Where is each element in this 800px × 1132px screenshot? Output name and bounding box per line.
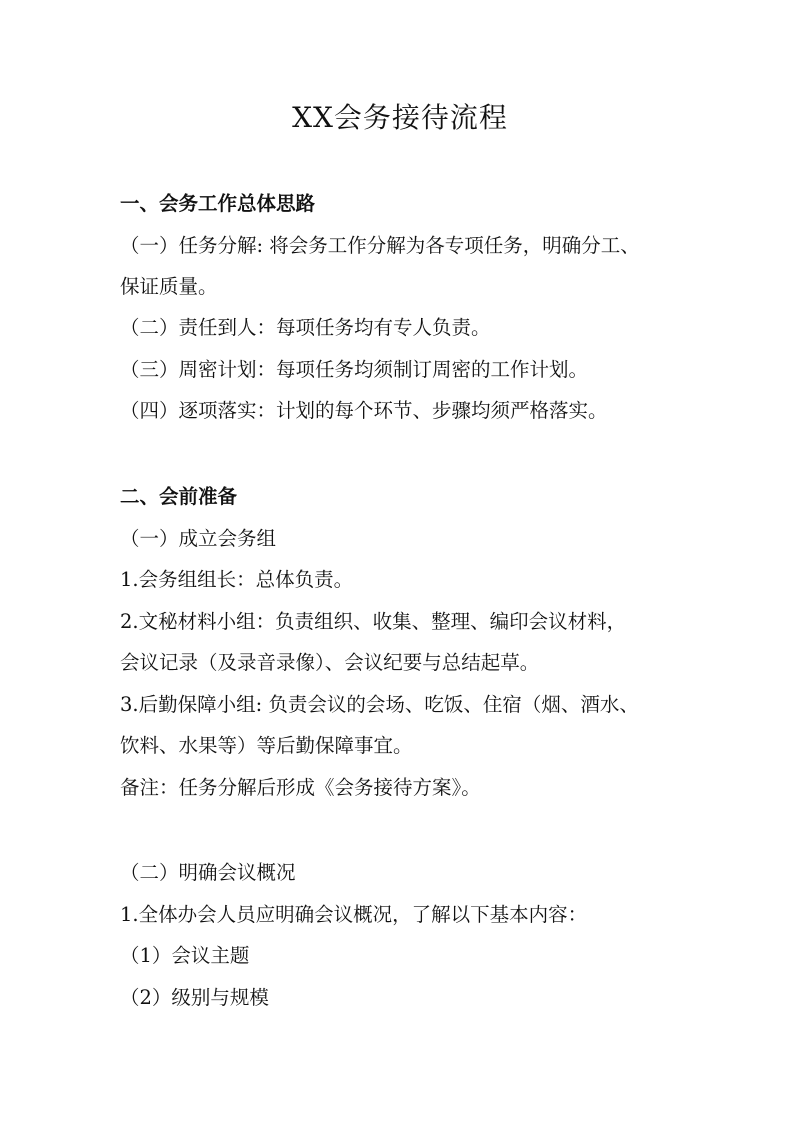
item-meeting-theme: （1）会议主题 <box>120 944 250 967</box>
note-reception-plan: 备注：任务分解后形成《会务接待方案》。 <box>120 776 481 799</box>
point-group-leader: 1.会务组组长：总体负责。 <box>120 568 354 591</box>
point-staff-awareness: 1.全体办会人员应明确会议概况，了解以下基本内容： <box>120 903 588 926</box>
item-level-and-scale: （2）级别与规模 <box>120 986 269 1009</box>
item-responsibility: （二）责任到人：每项任务均有专人负责。 <box>120 316 491 339</box>
section-heading-preparation: 二、会前准备 <box>120 485 238 508</box>
item-implementation: （四）逐项落实：计划的每个环节、步骤均须严格落实。 <box>120 399 608 422</box>
point-logistics-line1: 3.后勤保障小组: 负责会议的会场、吃饭、住宿（烟、酒水、 <box>120 693 639 716</box>
subsection-meeting-overview: （二）明确会议概况 <box>120 861 296 884</box>
document-title: XX会务接待流程 <box>292 101 508 134</box>
subsection-form-group: （一）成立会务组 <box>120 527 277 550</box>
item-task-breakdown-line2: 保证质量。 <box>120 275 218 298</box>
item-careful-planning: （三）周密计划：每项任务均须制订周密的工作计划。 <box>120 358 589 381</box>
point-secretarial-line2: 会议记录（及录音录像）、会议纪要与总结起草。 <box>120 651 540 674</box>
point-logistics-line2: 饮料、水果等）等后勤保障事宜。 <box>120 734 413 757</box>
section-heading-overall-approach: 一、会务工作总体思路 <box>120 192 316 215</box>
point-secretarial-line1: 2.文秘材料小组：负责组织、收集、整理、编印会议材料， <box>120 610 627 633</box>
item-task-breakdown-line1: （一）任务分解: 将会务工作分解为各专项任务，明确分工、 <box>120 234 640 257</box>
